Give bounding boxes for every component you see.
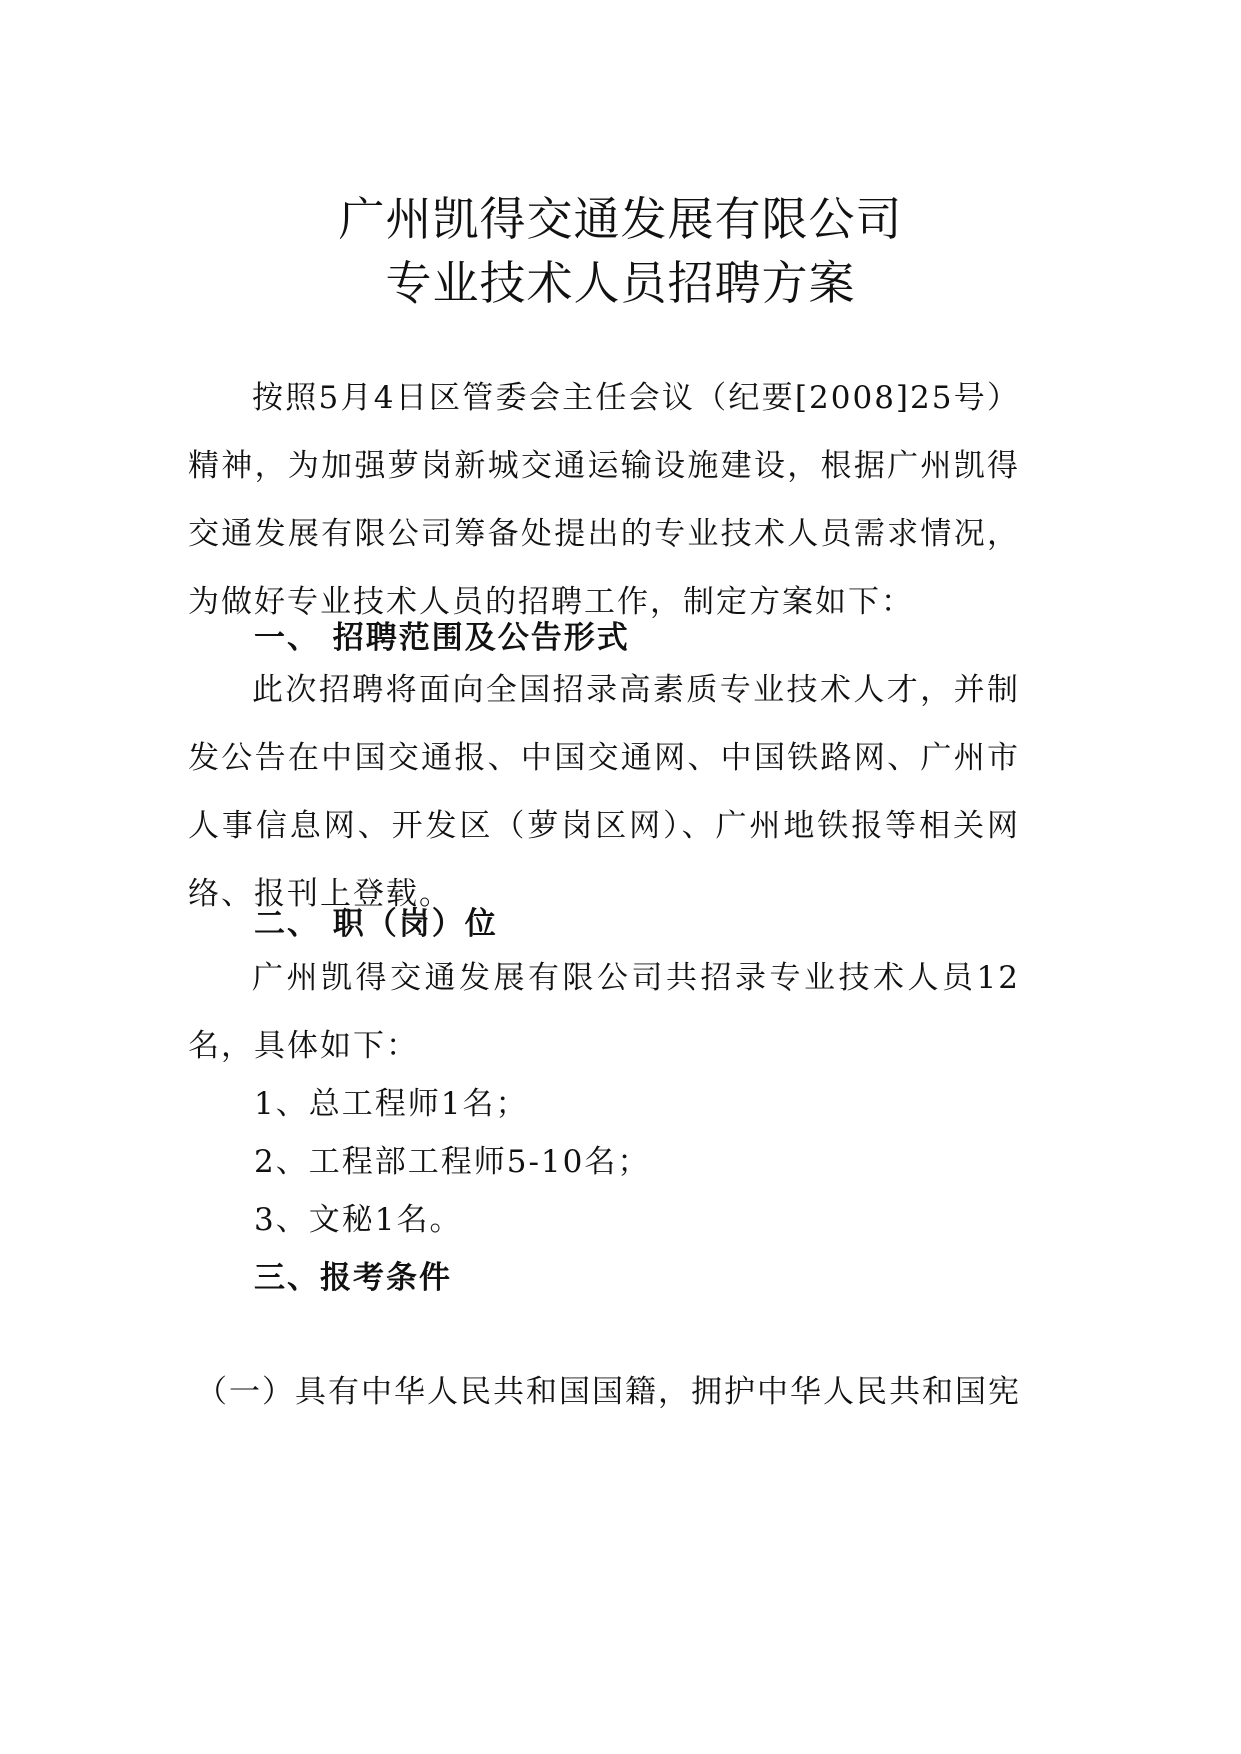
section-heading-3: 三、报考条件 bbox=[254, 1260, 452, 1296]
intro-paragraph: 按照5月4日区管委会主任会议（纪要[2008]25号）精神，为加强萝岗新城交通运输设施建设，根据广州凯得交通发展有限公司筹备处提出的专业技术人员需求情况，为做好专业技术人员的招聘工作，制定方案如下： bbox=[188, 380, 1020, 620]
section-heading-1: 一、 招聘范围及公告形式 bbox=[254, 620, 630, 656]
position-item: 1、总工程师1名； bbox=[254, 1086, 529, 1122]
position-item: 3、文秘1名。 bbox=[254, 1202, 463, 1238]
section2-paragraph: 广州凯得交通发展有限公司共招录专业技术人员12名，具体如下： bbox=[188, 960, 1020, 1064]
document-title: 广州凯得交通发展有限公司 bbox=[338, 192, 903, 246]
condition-clause-1: （一）具有中华人民共和国国籍，拥护中华人民共和国宪 bbox=[196, 1374, 1021, 1410]
section1-paragraph: 此次招聘将面向全国招录高素质专业技术人才，并制发公告在中国交通报、中国交通网、中国铁路网、广州市人事信息网、开发区（萝岗区网）、广州地铁报等相关网络、报刊上登载。 bbox=[188, 672, 1020, 912]
position-item: 2、工程部工程师5-10名； bbox=[254, 1144, 651, 1180]
section-heading-2: 二、 职（岗）位 bbox=[254, 906, 498, 942]
document-subtitle: 专业技术人员招聘方案 bbox=[385, 256, 856, 310]
